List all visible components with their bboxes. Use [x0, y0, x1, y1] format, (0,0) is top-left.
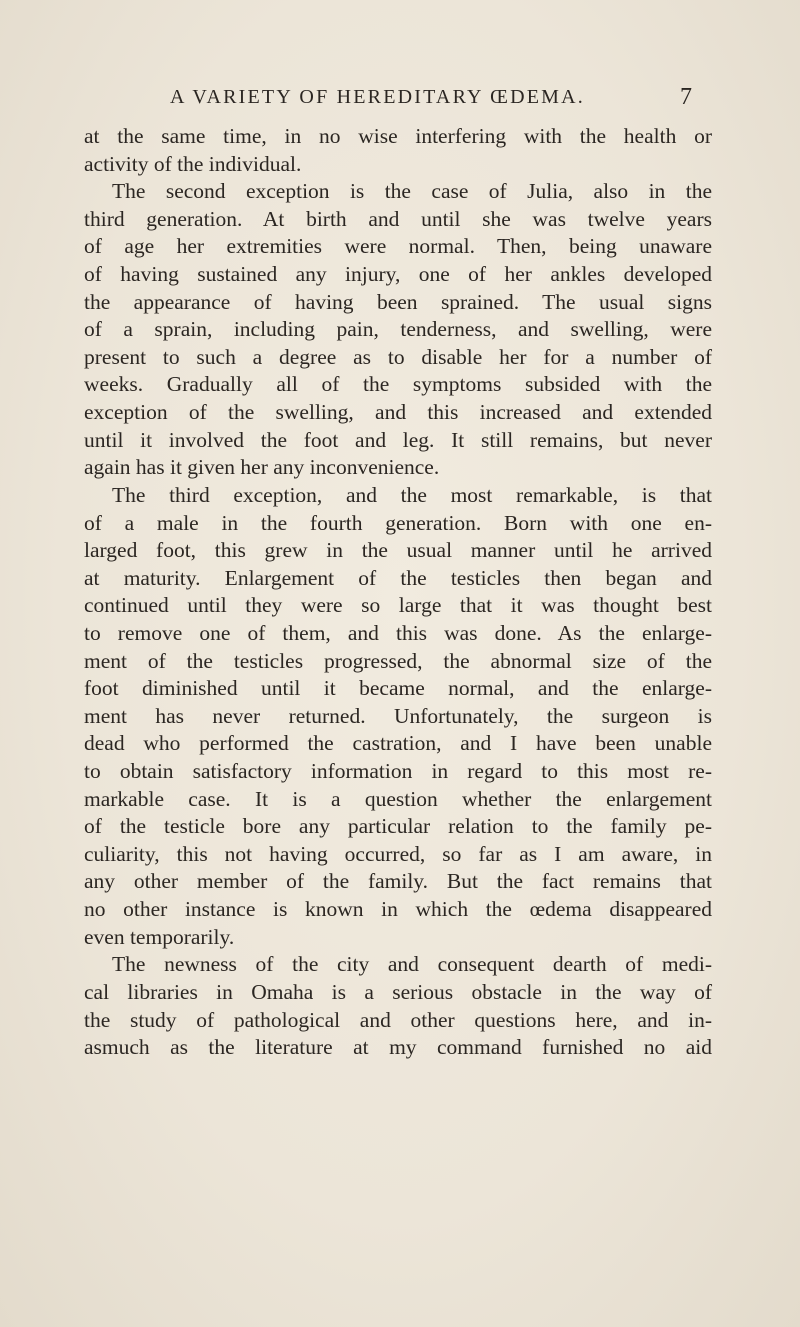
- text-line: third generation. At birth and until she was twelve years: [84, 206, 712, 231]
- text-line: larged foot, this grew in the usual manner until he arrived: [84, 538, 712, 563]
- text-line: of a sprain, including pain, tenderness, and swelling, were: [84, 317, 712, 342]
- text-line: continued until they were so large that it was thought best: [84, 593, 712, 618]
- text-line: of a male in the fourth generation. Born with one en-: [84, 510, 712, 535]
- text-line: foot diminished until it became normal, and the enlarge-: [84, 676, 712, 701]
- text-line: present to such a degree as to disable her for a number of: [84, 344, 712, 369]
- text-line: of the testicle bore any particular relation to the family pe-: [84, 814, 712, 839]
- text-line: ment has never returned. Unfortunately, the surgeon is: [84, 703, 712, 728]
- text-line: The third exception, and the most remarkable, is that: [112, 482, 712, 507]
- text-line: of age her extremities were normal. Then, being unaware: [84, 234, 712, 259]
- text-line: The second exception is the case of Julia, also in the: [112, 179, 712, 204]
- body-text: [84, 123, 712, 1062]
- text-line: again has it given her any inconvenience.: [84, 455, 440, 480]
- text-line: at maturity. Enlargement of the testicles then began and: [84, 565, 712, 590]
- text-line: to obtain satisfactory information in regard to this most re-: [84, 759, 712, 784]
- text-line: dead who performed the castration, and I have been unable: [84, 731, 712, 756]
- text-line: asmuch as the literature at my command furnished no aid: [84, 1035, 712, 1060]
- text-line: to remove one of them, and this was done. As the enlarge-: [84, 620, 712, 645]
- text-line: exception of the swelling, and this increased and extended: [84, 400, 712, 425]
- page-number: 7: [680, 84, 692, 110]
- text-line: even temporarily.: [84, 924, 235, 949]
- text-line: culiarity, this not having occurred, so far as I am aware, in: [84, 841, 712, 866]
- text-line: ment of the testicles progressed, the abnormal size of the: [84, 648, 712, 673]
- text-line: markable case. It is a question whether the enlargement: [84, 786, 712, 811]
- text-line: any other member of the family. But the fact remains that: [84, 869, 712, 894]
- text-line: weeks. Gradually all of the symptoms subsided with the: [84, 372, 712, 397]
- text-line: until it involved the foot and leg. It still remains, but never: [84, 427, 712, 452]
- text-line: The newness of the city and consequent dearth of medi-: [112, 952, 712, 977]
- text-line: no other instance is known in which the œdema disappeared: [84, 897, 712, 922]
- text-line: cal libraries in Omaha is a serious obstacle in the way of: [84, 979, 712, 1004]
- text-line: the appearance of having been sprained. The usual signs: [84, 289, 712, 314]
- running-title: A VARIETY OF HEREDITARY ŒDEMA.: [170, 86, 585, 108]
- text-line: activity of the individual.: [84, 151, 302, 176]
- running-head: [0, 86, 800, 116]
- text-line: the study of pathological and other questions here, and in-: [84, 1007, 712, 1032]
- text-line: at the same time, in no wise interfering with the health or: [84, 124, 712, 148]
- text-line: of having sustained any injury, one of her ankles developed: [84, 262, 712, 287]
